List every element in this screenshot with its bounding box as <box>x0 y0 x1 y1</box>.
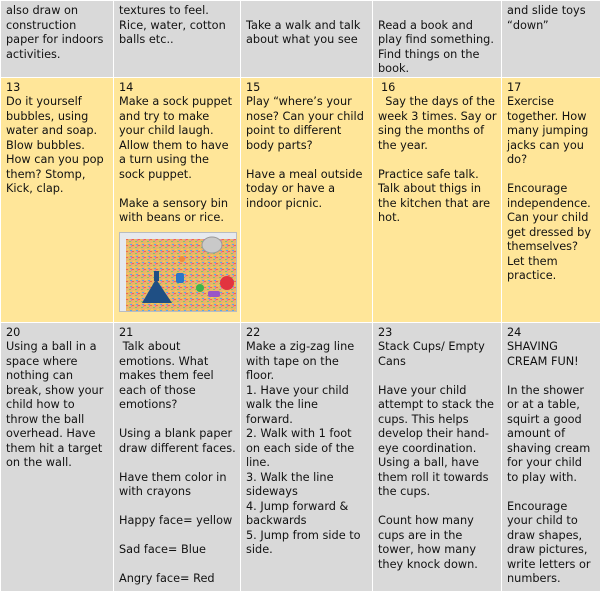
activity-text: Encourage independence. Can your child get dressed by themselves? Let them practice. <box>507 182 596 284</box>
day-number: 20 <box>6 326 109 341</box>
activity-text: Count how many cups are in the tower, how many they knock down. <box>378 514 497 572</box>
day-cell <box>114 322 241 591</box>
day-number: 17 <box>507 81 596 96</box>
day-cell <box>373 322 502 591</box>
activity-text: Make a sensory bin with beans or rice. <box>119 197 236 226</box>
activity-text: Have them color in with crayons <box>119 471 236 500</box>
day-number: 16 <box>378 81 497 96</box>
activity-text: Encourage your child to draw shapes, draw pictures, write letters or numbers. <box>507 500 596 587</box>
activity-text: Exercise together. How many jumping jacks can you do? <box>507 95 596 168</box>
activity-text: Angry face= Red <box>119 572 236 587</box>
cell-text <box>378 4 497 19</box>
day-cell <box>502 322 600 591</box>
calendar-cell <box>114 1 241 78</box>
sensory-bin-image <box>119 232 237 312</box>
calendar-row <box>1 322 600 591</box>
calendar-cell <box>241 1 373 78</box>
day-number: 14 <box>119 81 236 96</box>
day-cell <box>373 77 502 322</box>
day-number: 23 <box>378 326 497 341</box>
day-number: 22 <box>246 326 368 341</box>
day-cell <box>241 77 373 322</box>
activity-text: Using a blank paper draw different faces. <box>119 427 236 456</box>
calendar-row <box>1 1 600 78</box>
cell-text: Read a book and play find something. Find things on the book. <box>378 19 497 77</box>
activity-text: Stack Cups/ Empty Cans <box>378 340 497 369</box>
activity-text: Using a ball in a space where nothing can break, show your child how to throw the ball overhead. Have them hit a target on the wall. <box>6 340 109 471</box>
activity-text: Do it yourself bubbles, using water and soap. Blow bubbles. How can you pop them? Stomp, Kick, clap. <box>6 95 109 197</box>
activity-text: SHAVING CREAM FUN! <box>507 340 596 369</box>
day-cell <box>114 77 241 322</box>
activity-text: Make a sock puppet and try to make your child laugh. Allow them to have a turn using the sock puppet. <box>119 95 236 182</box>
cell-text: textures to feel. Rice, water, cotton balls etc.. <box>119 4 236 48</box>
calendar-row <box>1 77 600 322</box>
activity-text: Have your child attempt to stack the cups. This helps develop their hand-eye coordination. Using a ball, have them roll it towards the cups. <box>378 384 497 500</box>
day-number: 24 <box>507 326 596 341</box>
cell-text: also draw on construction paper for indoors activities. <box>6 4 109 62</box>
activity-text: Practice safe talk. Talk about thigs in the kitchen that are hot. <box>378 168 497 226</box>
day-cell <box>1 77 114 322</box>
cell-text <box>246 4 368 19</box>
day-cell <box>241 322 373 591</box>
day-number: 13 <box>6 81 109 96</box>
cell-text: Take a walk and talk about what you see <box>246 19 368 48</box>
day-number: 15 <box>246 81 368 96</box>
activity-text: Play “where’s your nose? Can your child point to different body parts? <box>246 95 368 153</box>
day-number: 21 <box>119 326 236 341</box>
calendar-cell <box>373 1 502 78</box>
activity-text: In the shower or at a table, squirt a good amount of shaving cream for your child to play with. <box>507 384 596 486</box>
cell-text: and slide toys “down” <box>507 4 596 33</box>
activity-text: Have a meal outside today or have a indoor picnic. <box>246 168 368 212</box>
day-cell <box>502 77 600 322</box>
calendar-cell <box>1 1 114 78</box>
activity-text: Happy face= yellow <box>119 514 236 529</box>
activity-text: Talk about emotions. What makes them feel each of those emotions? <box>119 340 236 413</box>
day-cell <box>1 322 114 591</box>
activity-text: Make a zig-zag line with tape on the floor. 1. Have your child walk the line forward. 2. Walk with 1 foot on each side of the line. 3. Walk the line sideways 4. Jump forward & backwards 5. Jump from side to side. <box>246 340 368 558</box>
activity-text: Sad face= Blue <box>119 543 236 558</box>
calendar-cell <box>502 1 600 78</box>
activity-text: Say the days of the week 3 times. Say or sing the months of the year. <box>378 95 497 153</box>
